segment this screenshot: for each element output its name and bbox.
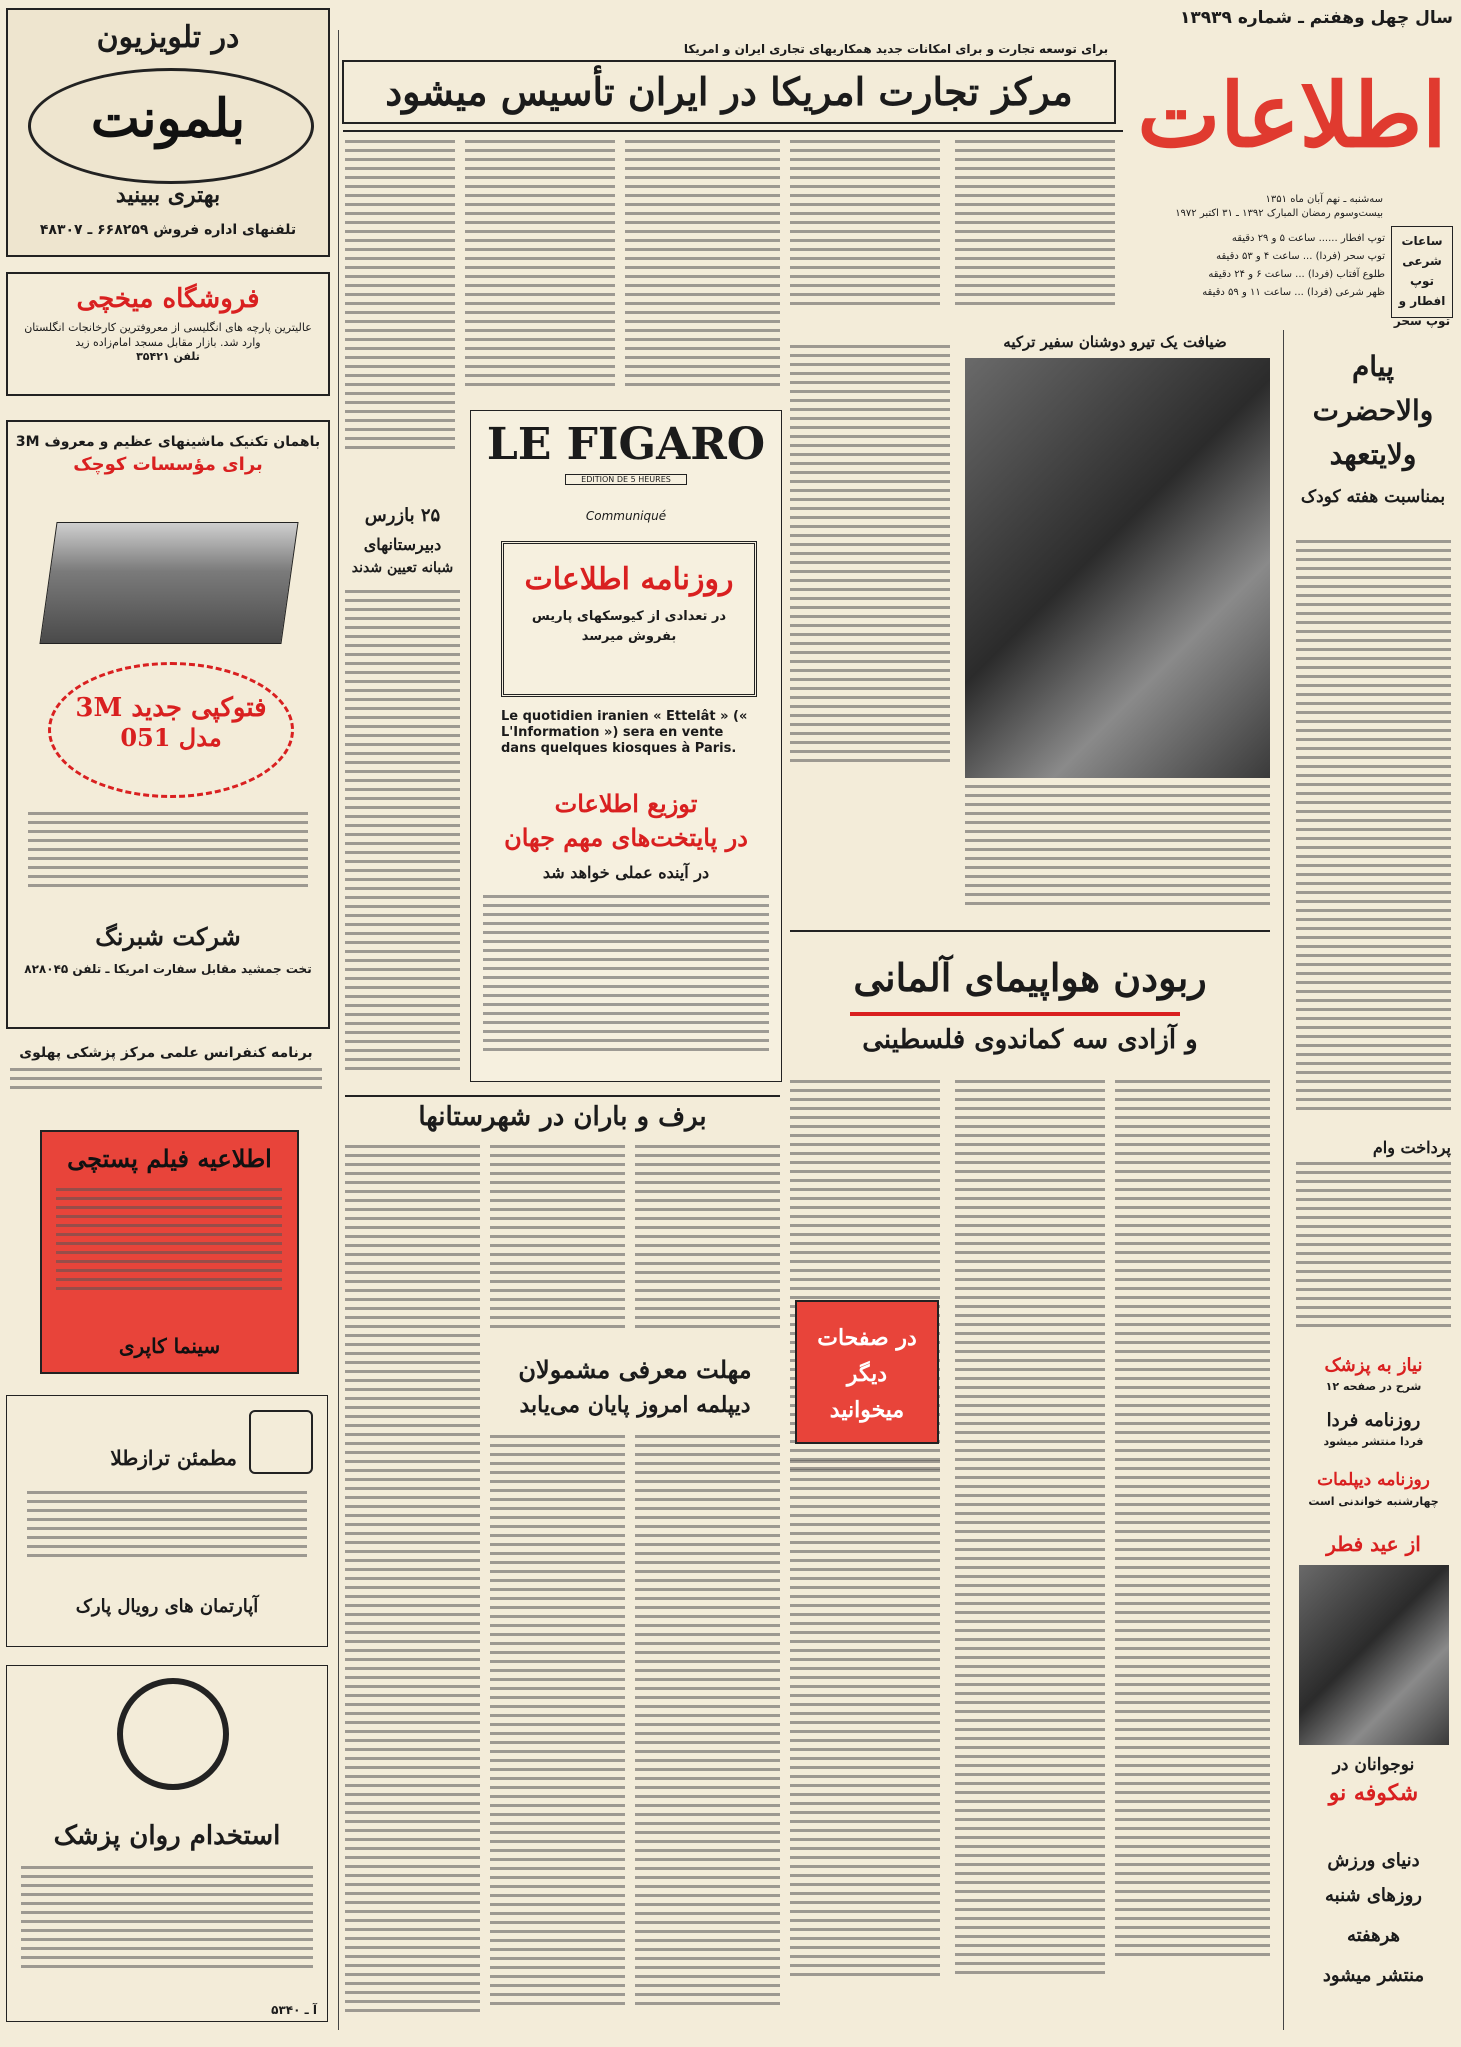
inside-pages-text: در صفحات دیگر میخوانید xyxy=(817,1325,917,1423)
message-sub: بمناسبت هفته کودک xyxy=(1300,487,1446,507)
deadline-col-2 xyxy=(635,1435,780,2025)
date-line: سه‌شنبه ـ نهم آبان ماه ۱۳۵۱ xyxy=(1265,194,1383,205)
prayer-label: ساعات شرعی توپ افطار و توپ سحر xyxy=(1393,234,1451,328)
diplomat-sub: چهارشنبه خواندنی است xyxy=(1308,1495,1439,1508)
copier-ad xyxy=(6,420,330,1029)
teachers-title-3: شبانه تعیین شدند xyxy=(351,560,454,576)
lead-article-col-4 xyxy=(790,140,940,320)
sports-1: دنیای ورزش xyxy=(1327,1850,1420,1871)
figaro-box xyxy=(470,410,782,1082)
figaro-french: Le quotidien iranien « Ettelât » (« L'Information ») sera en vente dans quelques kiosques à Paris. xyxy=(501,709,748,756)
turkey-caption: ضیافت یک تیرو دوشنان سفیر ترکیه xyxy=(1003,333,1227,351)
figaro-box-sub: در تعدادی از کیوسکهای پاریس بفروش میرسد xyxy=(531,609,727,644)
hijack-col-2 xyxy=(955,1080,1105,2000)
hiring-logo xyxy=(117,1678,229,1790)
store-title: فروشگاه میخچی xyxy=(76,284,260,314)
deadline-col-1 xyxy=(490,1435,625,2025)
deadline-title-2: دیپلمه امروز پایان می‌یابد xyxy=(519,1392,751,1418)
figaro-name: LE FIGARO xyxy=(486,419,766,470)
issue-line: سال چهل وهفتم ـ شماره ۱۳۹۳۹ xyxy=(1180,8,1453,28)
distribution-sub: در آینده عملی خواهد شد xyxy=(542,863,710,882)
tv-ad-top: در تلویزیون xyxy=(96,20,240,55)
message-title: پیام والاحضرت ولایتعهد xyxy=(1312,350,1434,471)
conference-title: برنامه کنفرانس علمی مرکز پزشکی پهلوی xyxy=(19,1045,313,1061)
inside-pages-box xyxy=(795,1300,939,1444)
lead-headline-box xyxy=(342,60,1116,124)
lead-headline: مرکز تجارت امریکا در ایران تأسیس میشود xyxy=(385,69,1073,114)
film-title: اطلاعیه فیلم پستچی xyxy=(67,1144,272,1173)
snow-col-1 xyxy=(345,1145,480,2025)
eid-photo xyxy=(1299,1565,1449,1745)
masthead xyxy=(1131,8,1453,338)
hijack-col-3 xyxy=(1115,1080,1270,2000)
distribution-title: توزیع اطلاعات xyxy=(554,789,698,818)
tv-ad-sub: بهتری ببینید xyxy=(115,182,221,208)
eid-title: از عید فطر xyxy=(1326,1532,1421,1556)
lead-article-col-3 xyxy=(625,140,780,400)
turkey-photo xyxy=(965,358,1270,778)
tv-ad-brand: بلمونت xyxy=(90,88,246,149)
prayer-times-list xyxy=(1135,230,1385,302)
film-ad xyxy=(40,1130,299,1374)
message-text xyxy=(1296,540,1451,1120)
copier-starburst xyxy=(48,662,294,798)
hotel-logo xyxy=(249,1410,313,1474)
distribution-title-2: در پایتخت‌های مهم جهان xyxy=(504,823,748,852)
copier-model: مدل 051 xyxy=(120,723,222,752)
tv-ad xyxy=(6,8,330,257)
prayer-time: توپ سحر (فردا) ... ساعت ۴ و ۵۳ دقیقه xyxy=(1216,251,1385,262)
copier-company: شرکت شبرنگ xyxy=(95,922,241,951)
snow-col-2 xyxy=(490,1145,625,1345)
lead-article-col-5 xyxy=(955,140,1115,320)
deadline-title: مهلت معرفی مشمولان xyxy=(518,1355,752,1384)
figaro-communique: Communiqué xyxy=(585,509,667,523)
lead-article-col-1 xyxy=(345,140,455,460)
sports-3: هرهفته xyxy=(1346,1925,1401,1946)
figaro-inner-box xyxy=(501,541,757,697)
prayer-time: ظهر شرعی (فردا) ... ساعت ۱۱ و ۵۹ دقیقه xyxy=(1202,287,1385,298)
copier-top: باهمان تکنیک ماشینهای عظیم و معروف 3M xyxy=(15,434,321,450)
hotel-line: آپارتمان های رویال پارک xyxy=(75,1596,259,1617)
teachers-title-2: دبیرستانهای xyxy=(363,535,442,554)
figaro-box-title: روزنامه اطلاعات xyxy=(524,562,734,597)
figaro-edition: EDITION DE 5 HEURES xyxy=(565,474,687,485)
turkey-article xyxy=(790,345,950,775)
store-text: عالیترین پارچه های انگلیسی از معروفترین کارخانجات انگلستان وارد شد. بازار مقابل مسجد امام‌زاده زید xyxy=(24,321,312,349)
copier-address: تخت جمشید مقابل سفارت امریکا ـ تلفن ۸۲۸۰۴۵ xyxy=(24,962,312,976)
tv-ad-phone: تلفنهای اداره فروش ۶۶۸۲۵۹ ـ ۴۸۳۰۷ xyxy=(39,222,297,238)
lead-kicker: برای توسعه تجارت و برای امکانات جدید همکاریهای تجاری ایران و امریکا xyxy=(683,42,1109,56)
hotel-ad xyxy=(6,1395,328,1647)
hijack-title: ربودن هواپیمای آلمانی xyxy=(853,955,1207,1000)
tomorrow-paper: روزنامه فردا xyxy=(1326,1410,1421,1431)
prayer-times-box xyxy=(1391,226,1453,328)
lead-article-col-2 xyxy=(465,140,615,400)
store-ad xyxy=(6,272,330,396)
hijack-underline xyxy=(850,1012,1180,1016)
sports-2: روزهای شنبه xyxy=(1324,1885,1422,1906)
newspaper-logo: اطلاعات xyxy=(1137,63,1447,167)
prayer-time: طلوع آفتاب (فردا) ... ساعت ۶ و ۲۴ دقیقه xyxy=(1208,269,1385,280)
hotel-title: مطمئن ترازطلا xyxy=(110,1446,237,1470)
teachers-text xyxy=(345,590,460,1080)
hijack-sub: و آزادی سه کماندوی فلسطینی xyxy=(862,1025,1198,1055)
loan-title: پرداخت وام xyxy=(1372,1138,1451,1157)
store-phone: تلفن ۳۵۴۲۱ xyxy=(136,350,200,363)
hiring-ad xyxy=(6,1665,328,2022)
youth-mag: نوجوانان در xyxy=(1332,1755,1415,1775)
prayer-time: توپ افطار ...... ساعت ۵ و ۲۹ دقیقه xyxy=(1231,233,1385,244)
copier-new: فتوکپی جدید 3M xyxy=(75,693,267,723)
tomorrow-paper-sub: فردا منتشر میشود xyxy=(1323,1435,1424,1448)
snow-col-3 xyxy=(635,1145,780,1345)
footer-code: آ ـ ۵۳۴۰ xyxy=(271,2003,317,2017)
youth-mag-2: شکوفه نو xyxy=(1328,1780,1419,1806)
sports-4: منتشر میشود xyxy=(1322,1965,1425,1986)
hiring-title: استخدام روان پزشک xyxy=(53,1821,281,1851)
need-doctor: نیاز به پزشک xyxy=(1324,1355,1423,1376)
copier-sub: برای مؤسسات کوچک xyxy=(73,454,263,475)
film-cinema: سینما کاپری xyxy=(118,1334,221,1358)
teachers-title: ۲۵ بازرس xyxy=(364,505,441,526)
need-doctor-sub: شرح در صفحه ۱۲ xyxy=(1325,1380,1422,1393)
date-line-2: بیست‌وسوم رمضان المبارک ۱۳۹۲ ـ ۳۱ اکتبر ۱۹۷۲ xyxy=(1175,208,1383,219)
diplomat: روزنامه دیپلمات xyxy=(1317,1470,1430,1490)
snow-title: برف و باران در شهرستانها xyxy=(418,1102,707,1132)
copier-machine-image xyxy=(39,522,298,644)
